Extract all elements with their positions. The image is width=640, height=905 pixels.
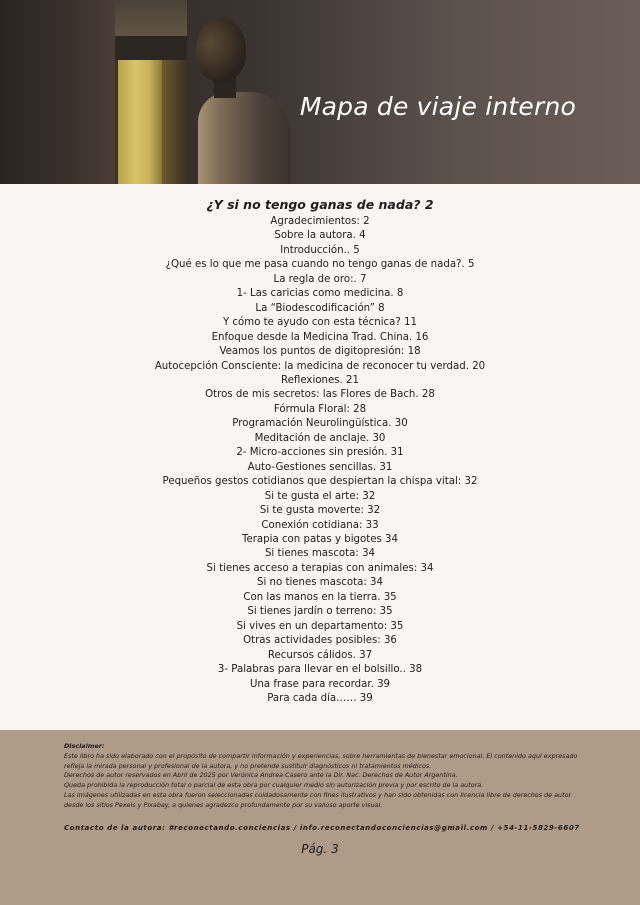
toc-item[interactable]: Terapia con patas y bigotes 34	[241, 533, 399, 545]
toc-item[interactable]: Autocepción Consciente: la medicina de reconocer tu verdad. 20	[154, 360, 486, 372]
toc-item[interactable]: Meditación de anclaje. 30	[254, 432, 386, 444]
page-number: Pág. 3	[301, 842, 339, 856]
toc-item[interactable]: Conexión cotidiana: 33	[261, 519, 379, 531]
disclaimer-line: Las imágenes utilizadas en esta obra fueron seleccionadas cuidadosamente con fines ilustrativos y han sido obtenidas con licencia libre de derechos de autor desde los sitios Pexels y Pixabay, a quienes agradezco profundamente por su valioso aporte visual.	[64, 790, 572, 809]
toc-item[interactable]: La “Biodescodificación” 8	[255, 302, 385, 314]
toc-item[interactable]: La regla de oro:. 7	[273, 273, 367, 285]
header-banner	[0, 0, 640, 184]
toc-item[interactable]: Pequeños gestos cotidianos que despiertan la chispa vital: 32	[162, 476, 478, 488]
toc-item[interactable]: Si te gusta el arte: 32	[264, 490, 376, 502]
author-contact: Contacto de la autora: #reconectando.conciencias / info.reconectandoconciencias@gmail.com / +54-11-5829-6607	[64, 824, 580, 832]
toc-item[interactable]: Y cómo te ayudo con esta técnica? 11	[222, 317, 418, 329]
toc-item[interactable]: Programación Neurolingüística. 30	[232, 418, 408, 430]
toc-item[interactable]: Veamos los puntos de digitopresión: 18	[219, 346, 421, 358]
toc-item[interactable]: Si tienes acceso a terapias con animales: 34	[206, 562, 434, 574]
toc-item[interactable]: Si no tienes mascota: 34	[256, 577, 383, 589]
toc-item[interactable]: Si tienes mascota: 34	[264, 548, 376, 560]
toc-item[interactable]: Fórmula Floral: 28	[273, 403, 367, 415]
toc-item[interactable]: Si te gusta moverte: 32	[259, 505, 381, 517]
disclaimer-title: Disclaimer:	[64, 742, 105, 750]
disclaimer-line: Queda prohibida la reproducción total o parcial de esta obra por cualquier medio sin autorización previa y por escrito de la autora.	[64, 781, 484, 790]
toc-item[interactable]: Agradecimientos: 2	[270, 216, 370, 227]
toc-item[interactable]: Para cada día…… 39	[267, 692, 373, 704]
person-silhouette-head	[196, 18, 246, 82]
window-side	[162, 60, 187, 184]
toc-list	[0, 215, 640, 706]
toc-item[interactable]: Si tienes jardín o terreno: 35	[247, 606, 393, 618]
toc-item[interactable]: ¿Qué es lo que me pasa cuando no tengo ganas de nada?. 5	[165, 259, 475, 271]
toc-item[interactable]: Introducción.. 5	[280, 244, 360, 256]
window-top-pane	[115, 0, 187, 36]
disclaimer-line: Derechos de autor reservados en Abril de 2025 por Verónica Andrea Casero ante la Dir. Nac. Derechos de Autor Argentina.	[64, 771, 458, 780]
toc-item[interactable]: 3- Palabras para llevar en el bolsillo.. 38	[217, 664, 423, 676]
toc-item[interactable]: Otros de mis secretos: las Flores de Bach. 28	[205, 389, 435, 401]
toc-item[interactable]: 1- Las caricias como medicina. 8	[236, 288, 404, 300]
table-of-contents	[0, 196, 640, 706]
toc-item[interactable]: Con las manos en la tierra. 35	[243, 591, 397, 603]
toc-item[interactable]: Una frase para recordar. 39	[249, 678, 391, 690]
toc-item[interactable]: 2- Micro-acciones sin presión. 31	[236, 447, 404, 459]
disclaimer	[64, 742, 584, 811]
window-crossbar	[115, 36, 187, 60]
toc-item[interactable]: Sobre la autora. 4	[274, 230, 366, 242]
toc-item[interactable]: Recursos cálidos. 37	[267, 649, 373, 661]
disclaimer-line: Este libro ha sido elaborado con el propósito de compartir información y experiencias, sobre herramientas de bienestar emocional. El contenido aquí expresado refleja la mirada personal y profesional de la autora, y no pretende sustituir diagnósticos ni tratamientos médicos.	[64, 751, 578, 770]
footer-panel	[0, 730, 640, 905]
toc-item[interactable]: Auto-Gestiones sencillas. 31	[247, 461, 393, 473]
toc-item[interactable]: Reflexiones. 21	[281, 374, 359, 386]
toc-item[interactable]: Otras actividades posibles: 36	[243, 635, 397, 647]
toc-heading[interactable]: ¿Y si no tengo ganas de nada? 2	[206, 197, 434, 212]
toc-item[interactable]: Enfoque desde la Medicina Trad. China. 16	[211, 331, 429, 343]
page-title: Mapa de viaje interno	[299, 92, 576, 121]
curtain-image-area	[0, 0, 115, 184]
person-silhouette-body	[198, 92, 290, 184]
toc-item[interactable]: Si vives en un departamento: 35	[236, 620, 404, 632]
window-light	[118, 60, 162, 184]
